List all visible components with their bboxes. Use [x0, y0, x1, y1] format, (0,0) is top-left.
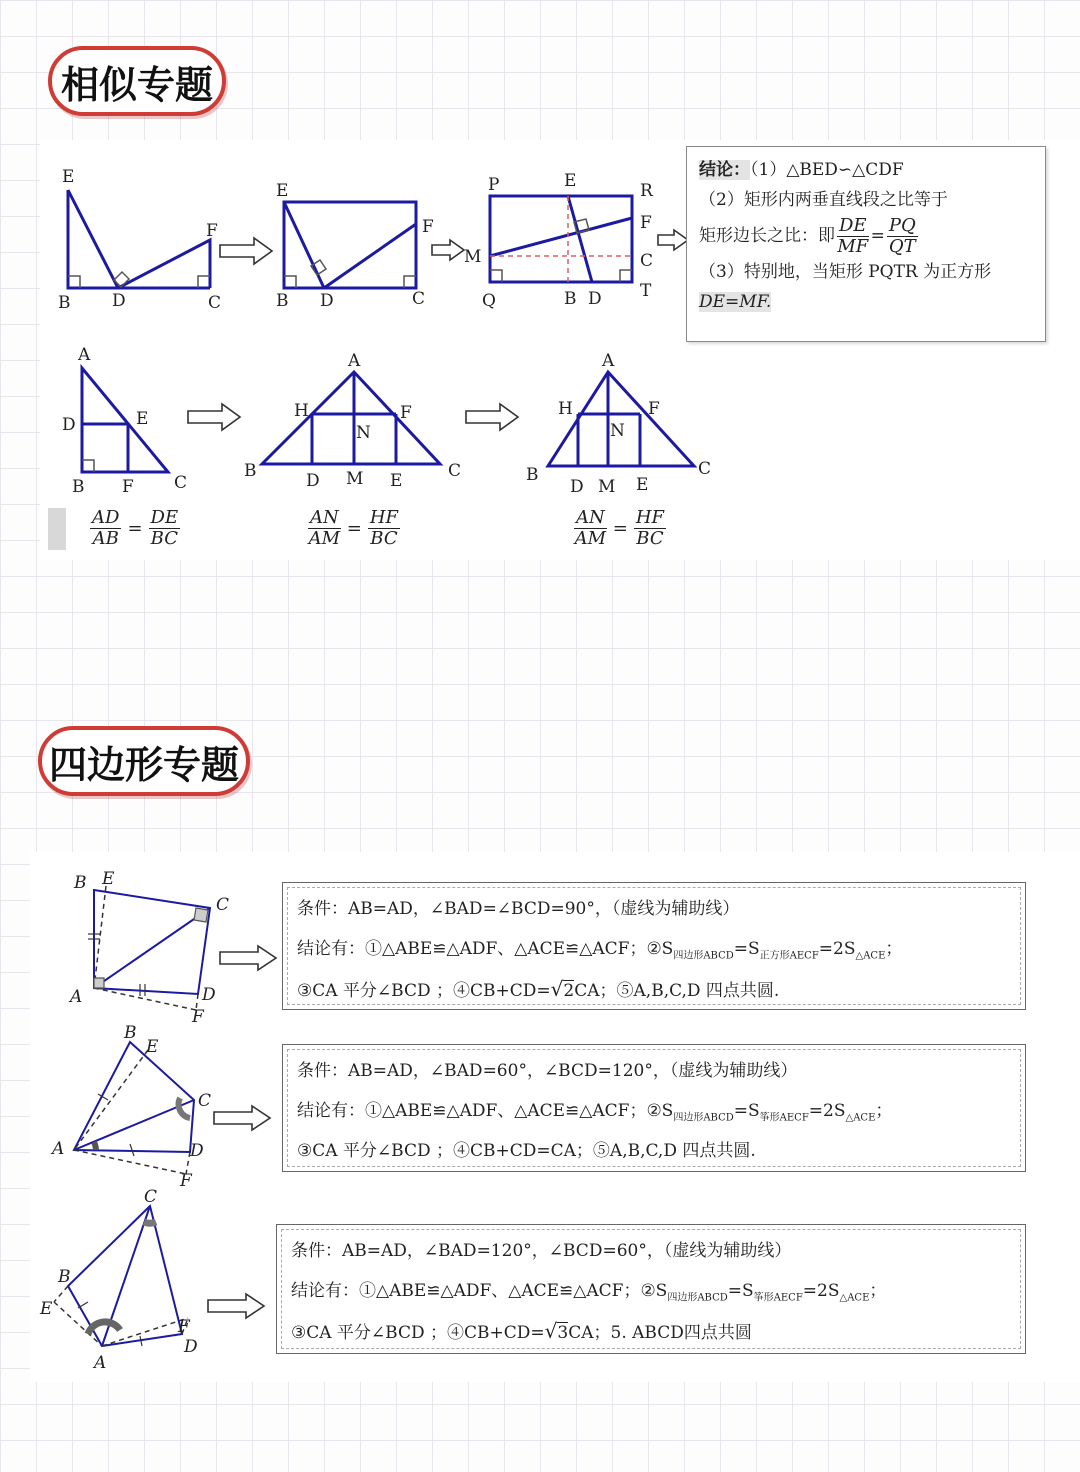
svg-text:H: H	[294, 401, 309, 421]
svg-text:A: A	[70, 987, 83, 1007]
svg-text:T: T	[640, 281, 652, 301]
svg-text:C: C	[144, 1187, 158, 1207]
svg-text:E: E	[564, 171, 577, 191]
svg-text:E: E	[636, 475, 649, 495]
svg-text:N: N	[610, 421, 625, 441]
svg-text:D: D	[184, 1337, 198, 1357]
svg-text:B: B	[58, 1267, 71, 1287]
condition-box-2: 条件：AB=AD，∠BAD=60°，∠BCD=120°，（虚线为辅助线） 结论有：①△ABE≌△ADF、△ACE≌△ACF；$②S_{四边形ABCD}=S_{筝形AECF}=2S_{\triangle ACE}$； ③CA 平分∠BCD ；④CB+CD=CA；⑤A,B,C,D 四点共圆.	[282, 1044, 1026, 1172]
svg-text:E: E	[390, 471, 403, 491]
svg-text:F: F	[640, 213, 652, 233]
similarity-figure-4	[56, 344, 206, 497]
svg-text:C: C	[698, 459, 712, 479]
arrow-icon	[656, 228, 690, 252]
svg-text:D: D	[320, 291, 334, 311]
svg-text:E: E	[276, 181, 289, 201]
quadrilateral-figure-2	[48, 1023, 228, 1191]
svg-text:C: C	[448, 461, 462, 481]
svg-text:E: E	[102, 869, 115, 889]
svg-text:A: A	[94, 1353, 107, 1373]
svg-text:Q: Q	[482, 291, 496, 311]
svg-text:E: E	[146, 1037, 159, 1057]
svg-text:A: A	[602, 351, 615, 371]
svg-text:A: A	[78, 345, 91, 365]
similarity-figure-2	[270, 178, 450, 318]
quadrilateral-section-title: 四边形专题	[38, 726, 250, 796]
svg-text:C: C	[174, 473, 188, 493]
svg-text:F: F	[400, 403, 412, 423]
svg-text:F: F	[206, 221, 218, 241]
svg-text:R: R	[640, 181, 653, 201]
quadrilateral-figure-1	[60, 868, 240, 1027]
similarity-formula-3: $\frac{AN}{AM}$ = $\frac{HF}{BC}$	[574, 507, 665, 549]
svg-text:E: E	[40, 1299, 53, 1319]
formula-gray-marker	[48, 508, 66, 550]
svg-text:D: D	[112, 291, 126, 311]
arrow-icon	[218, 944, 278, 972]
quadrilateral-figure-3	[36, 1187, 216, 1373]
svg-text:B: B	[74, 873, 87, 893]
svg-text:C: C	[198, 1091, 212, 1111]
svg-text:D: D	[570, 477, 584, 497]
svg-text:C: C	[208, 293, 222, 313]
svg-text:B: B	[58, 293, 71, 313]
svg-text:D: D	[190, 1141, 204, 1161]
svg-text:D: D	[306, 471, 320, 491]
condition-box-1: 条件：AB=AD，∠BAD=∠BCD=90°，（虚线为辅助线） 结论有：①△ABE≌△ADF、△ACE≌△ACF；$②S_{四边形ABCD}=S_{正方形AECF}=2S_{\triangle ACE}$； ③CA 平分∠BCD ；④CB+CD=√2CA；⑤A,B,C,D 四点共圆.	[282, 882, 1026, 1010]
svg-text:A: A	[52, 1139, 65, 1159]
arrow-icon	[430, 238, 466, 262]
svg-text:D: D	[588, 289, 602, 309]
svg-text:F: F	[422, 217, 434, 237]
similarity-formula-1: $\frac{AD}{AB}$ = $\frac{DE}{BC}$	[92, 507, 179, 549]
svg-text:M: M	[598, 477, 616, 497]
svg-text:F: F	[192, 1007, 204, 1027]
arrow-icon	[212, 1104, 272, 1132]
svg-text:A: A	[348, 351, 361, 371]
svg-text:D: D	[62, 415, 76, 435]
svg-text:H: H	[558, 399, 573, 419]
svg-text:C: C	[412, 289, 426, 309]
arrow-icon	[464, 402, 520, 432]
svg-text:F: F	[648, 399, 660, 419]
svg-text:C: C	[640, 251, 654, 271]
svg-text:B: B	[276, 291, 289, 311]
conclusion-line-1: 结论：（1）△BED∽△CDF	[699, 160, 904, 180]
svg-text:D: D	[202, 985, 216, 1005]
svg-text:M: M	[346, 469, 364, 489]
svg-text:F: F	[178, 1317, 190, 1337]
similarity-figure-6	[524, 351, 724, 497]
arrow-icon	[186, 402, 242, 432]
svg-text:B: B	[564, 289, 577, 309]
similarity-section-title: 相似专题	[48, 46, 226, 116]
conclusion-line-5: DE=MF.	[699, 292, 772, 312]
svg-text:P: P	[488, 175, 500, 195]
svg-text:N: N	[356, 423, 371, 443]
svg-text:E: E	[136, 409, 149, 429]
arrow-icon	[218, 236, 274, 266]
condition-box-3: 条件：AB=AD，∠BAD=120°，∠BCD=60°，（虚线为辅助线） 结论有：①△ABE≌△ADF、△ACE≌△ACF；$②S_{四边形ABCD}=S_{筝形AECF}=2S_{\triangle ACE}$； ③CA 平分∠BCD ；④CB+CD=√3CA；5. ABCD四点共圆	[276, 1224, 1026, 1354]
svg-text:B: B	[244, 461, 257, 481]
svg-text:B: B	[526, 465, 539, 485]
arrow-icon	[206, 1292, 266, 1320]
svg-text:F: F	[122, 477, 134, 497]
svg-text:C: C	[216, 895, 230, 915]
conclusion-line-3: 矩形边长之比：即 $\frac{DE}{MF}$ = $\frac{PQ}{QT}$	[699, 214, 916, 257]
svg-text:B: B	[124, 1023, 137, 1043]
svg-text:F: F	[180, 1171, 192, 1191]
svg-text:E: E	[62, 167, 75, 187]
similarity-figure-5	[240, 352, 470, 492]
conclusion-line-2: （2）矩形内两垂直线段之比等于	[699, 190, 948, 210]
similarity-formula-2: $\frac{AN}{AM}$ = $\frac{HF}{BC}$	[308, 507, 399, 549]
conclusion-line-4: （3）特别地，当矩形 PQTR 为正方形	[699, 262, 992, 282]
similarity-figure-3	[462, 166, 662, 316]
similarity-conclusion-box	[686, 146, 1046, 342]
svg-text:M: M	[464, 247, 482, 267]
svg-text:B: B	[72, 477, 85, 497]
